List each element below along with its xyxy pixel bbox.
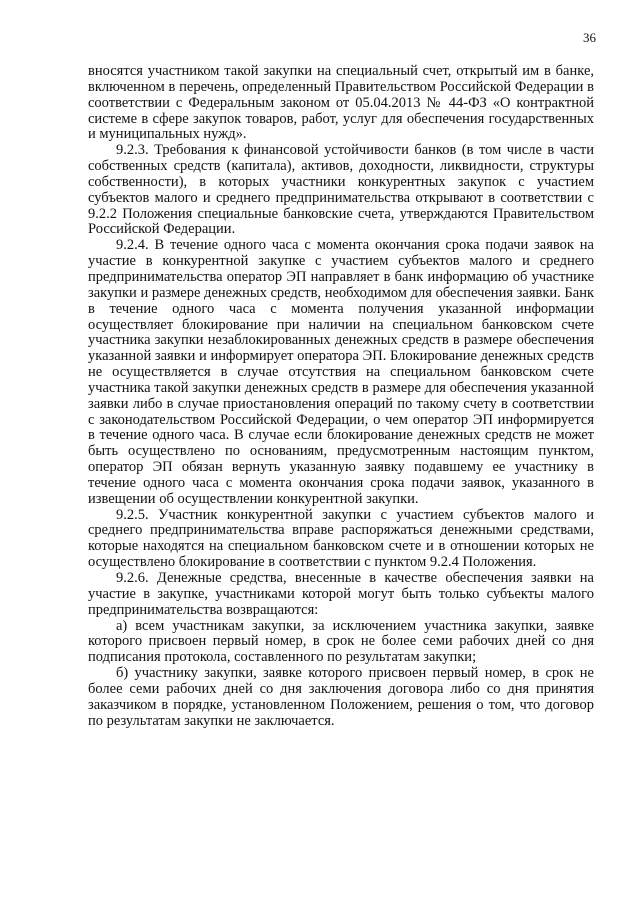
paragraph-9-2-4: 9.2.4. В течение одного часа с момента окончания срока подачи заявок на участие в конкурентной закупке с участием субъектов малого и среднего предпринимательства оператор ЭП направляет в банк информацию об участнике закупки и размере денежных средств, необходимом для обеспечения заявки. Банк в течение одного часа с момента получения указанной информации осуществляет блокирование при наличии на специальном банковском счете участника закупки незаблокированных денежных средств в размере обеспечения указанной заявки и информирует оператора ЭП. Блокирование денежных средств не осуществляется в случае отсутствия на специальном банковском счете участника такой закупки денежных средств в размере для обеспечения указанной заявки либо в случае приостановления операций по такому счету в соответствии с законодательством Российской Федерации, о чем оператор ЭП информируется в течение одного часа. В случае если блокирование денежных средств не может быть осуществлено по основаниям, предусмотренным настоящим пунктом, оператор ЭП обязан вернуть указанную заявку подавшему ее участнику в течение одного часа с момента окончания срока подачи заявок, указанного в извещении об осуществлении конкурентной закупки.	[88, 237, 594, 507]
paragraph-9-2-5: 9.2.5. Участник конкурентной закупки с участием субъектов малого и среднего предпринимательства вправе распоряжаться денежными средствами, которые находятся на специальном банковском счете и в отношении которых не осуществлено блокирование в соответствии с пунктом 9.2.4 Положения.	[88, 506, 594, 571]
page-number: 36	[583, 30, 596, 45]
paragraph-9-2-6-b: б) участнику закупки, заявке которого присвоен первый номер, в срок не более семи рабочих дней со дня заключения договора либо со дня принятия заказчиком в порядке, установленном Положением, решения о том, что договор по результатам закупки не заключается.	[88, 665, 594, 729]
paragraph-continuation: вносятся участником такой закупки на специальный счет, открытый им в банке, включенном в перечень, определенный Правительством Российской Федерации в соответствии с Федеральным законом от 05.04.2013 № 44-ФЗ «О контрактной системе в сфере закупок товаров, работ, услуг для обеспечения государственных и муниципальных нужд».	[88, 63, 594, 143]
paragraph-9-2-6: 9.2.6. Денежные средства, внесенные в качестве обеспечения заявки на участие в закупке, участниками которой могут быть только субъекты малого предпринимательства возвращаются:	[88, 570, 594, 618]
document-body	[88, 64, 594, 729]
paragraph-9-2-3: 9.2.3. Требования к финансовой устойчивости банков (в том числе в части собственных средств (капитала), активов, доходности, ликвидности, структуры собственности), в которых участники конкурентных закупок с участием субъектов малого и среднего предпринимательства открывают в соответствии с 9.2.2 Положения специальные банковские счета, утверждаются Правительством Российской Федерации.	[88, 142, 594, 238]
paragraph-9-2-6-a: а) всем участникам закупки, за исключением участника закупки, заявке которого присвоен первый номер, в срок не более семи рабочих дней со дня подписания протокола, составленного по результатам закупки;	[88, 617, 594, 666]
